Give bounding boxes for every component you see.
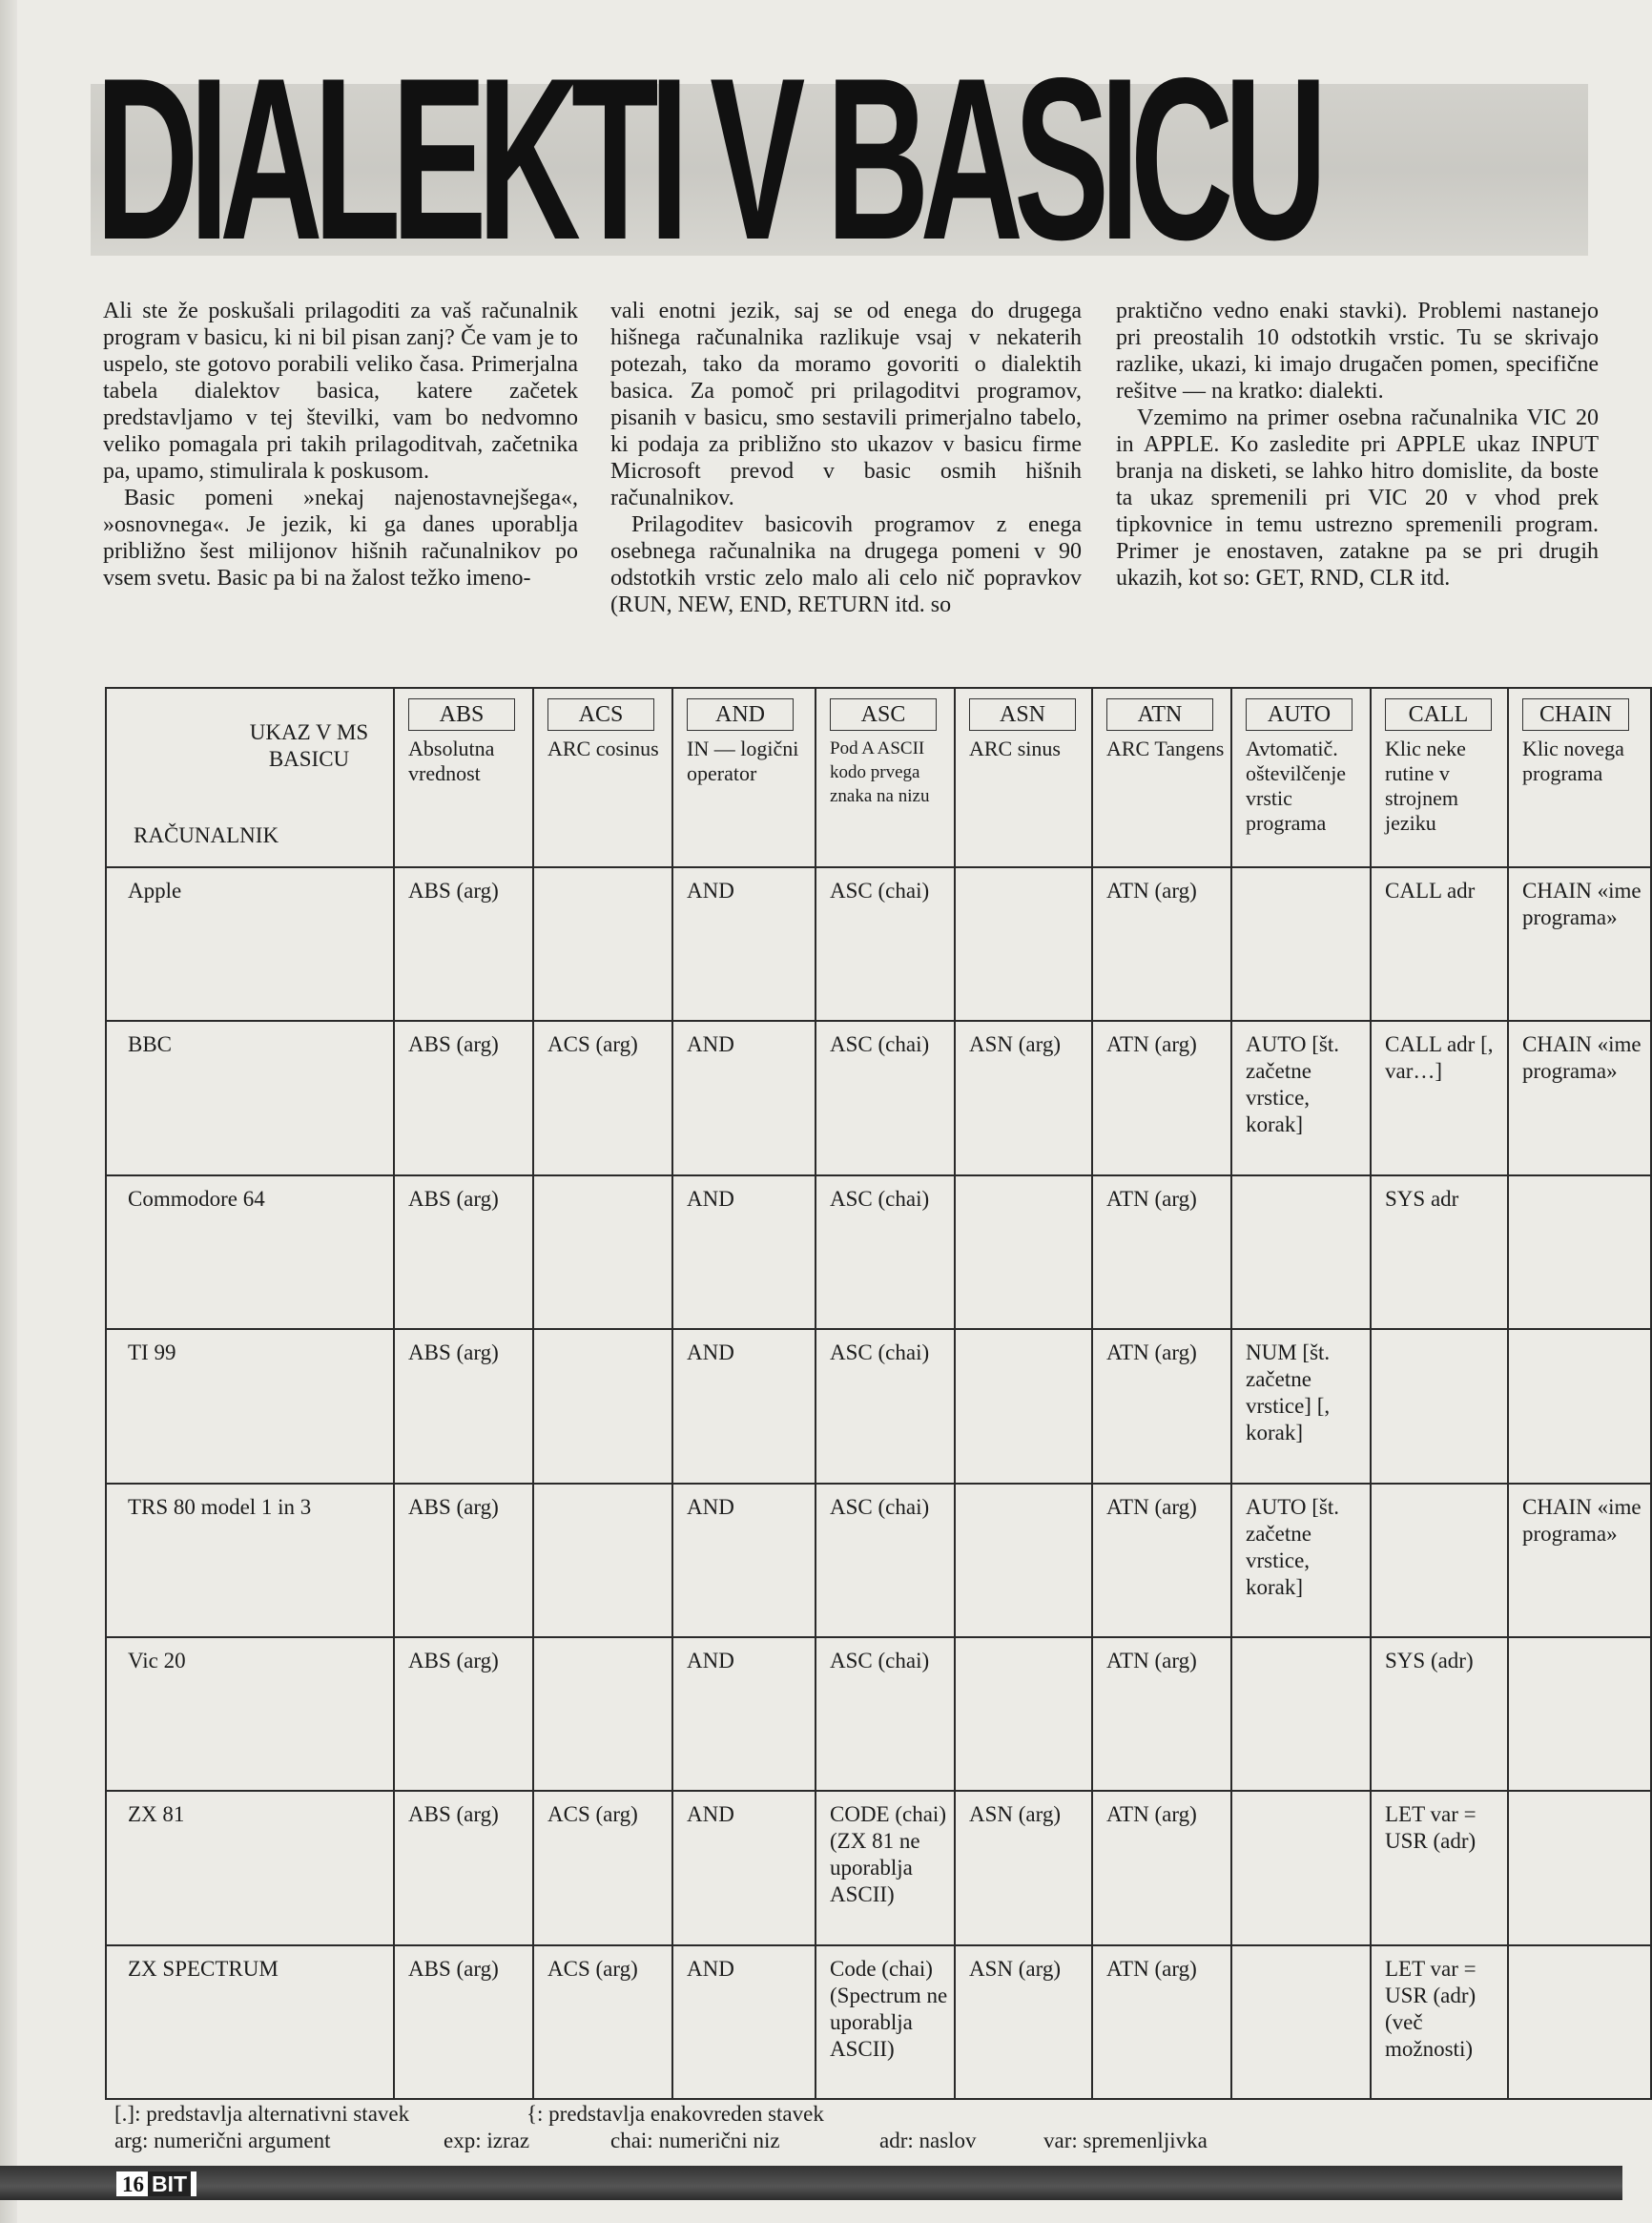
table-cell: ABS (arg) <box>394 1637 533 1791</box>
command-name: ASN <box>969 698 1076 731</box>
table-cell: ASC (chai) <box>816 1484 955 1637</box>
table-cell: CHAIN «ime programa» <box>1508 1021 1651 1174</box>
table-row <box>106 1945 1651 2099</box>
table-cell <box>1508 1945 1651 2099</box>
table-cell: ABS (arg) <box>394 1329 533 1483</box>
page-edge <box>0 0 17 2223</box>
column-header-atn <box>1092 688 1231 867</box>
table-cell <box>1231 1945 1371 2099</box>
column-header-chain <box>1508 688 1651 867</box>
table-cell: LET var = USR (adr) (več možnosti) <box>1371 1945 1508 2099</box>
footer-bar <box>0 2166 1622 2200</box>
table-row <box>106 1484 1651 1637</box>
table-cell: ATN (arg) <box>1092 1637 1231 1791</box>
paragraph: Ali ste že poskušali prilagoditi za vaš računalnik program v basicu, ki ni bil pisan zanj? Če vam je to uspelo, ste gotovo porabili veliko časa. Primerjalna tabela dialektov basica, katere začetek predstavljamo v tej številki, vam bo nedvomno veliko pomagala pri takih prilagoditvah, začetnika pa, upamo, stimulirala k poskusom. <box>103 299 578 484</box>
table-cell: AUTO [št. začetne vrstice, korak] <box>1231 1484 1371 1637</box>
column-header-acs <box>533 688 672 867</box>
table-cell <box>533 1637 672 1791</box>
command-description: ARC cosinus <box>547 737 659 760</box>
table-cell: AND <box>672 1021 816 1174</box>
legend-alternative: [.]: predstavlja alternativni stavek <box>114 2102 410 2126</box>
table-cell: ABS (arg) <box>394 1945 533 2099</box>
table-cell: ASC (chai) <box>816 1175 955 1329</box>
table-cell: CHAIN «ime programa» <box>1508 867 1651 1021</box>
command-description: Pod A ASCII kodo prvega znaka na nizu <box>830 738 930 806</box>
column-header-asc <box>816 688 955 867</box>
table-cell <box>1231 867 1371 1021</box>
table-cell: ATN (arg) <box>1092 1329 1231 1483</box>
table-cell: AUTO [št. začetne vrstice, korak] <box>1231 1021 1371 1174</box>
table-cell: ABS (arg) <box>394 1484 533 1637</box>
table-cell: LET var = USR (adr) <box>1371 1791 1508 1944</box>
table-cell: ASN (arg) <box>955 1021 1092 1174</box>
table-cell: Code (chai) (Spectrum ne uporablja ASCII) <box>816 1945 955 2099</box>
table-cell: AND <box>672 1484 816 1637</box>
article-title: DIALEKTI V BASICU <box>95 31 1318 288</box>
table-cell <box>1371 1329 1508 1483</box>
table-row <box>106 867 1651 1021</box>
table-cell <box>955 1637 1092 1791</box>
article-column-3 <box>1116 298 1599 632</box>
table-cell <box>533 1175 672 1329</box>
table-cell: ABS (arg) <box>394 1021 533 1174</box>
command-description: Klic neke rutine v strojnem jeziku <box>1385 737 1466 835</box>
computer-name-cell: Commodore 64 <box>106 1175 394 1329</box>
table-cell: ACS (arg) <box>533 1945 672 2099</box>
table-cell: CALL adr [, var…] <box>1371 1021 1508 1174</box>
table-cell: ABS (arg) <box>394 1175 533 1329</box>
legend-equivalent: {: predstavlja enakovreden stavek <box>527 2102 824 2126</box>
command-description: ARC Tangens <box>1106 737 1225 760</box>
computer-name-cell: ZX 81 <box>106 1791 394 1944</box>
paragraph: praktično vedno enaki stavki). Problemi nastanejo pri preostalih 10 odstotkih vrstic. Tu se skrivajo razlike, ukazi, ki imajo drugačen pomen, specifične rešitve — na kratko: dialekti. <box>1116 299 1599 404</box>
table-cell: ASC (chai) <box>816 1021 955 1174</box>
table-cell <box>1508 1329 1651 1483</box>
table-cell <box>1231 1791 1371 1944</box>
column-header-and <box>672 688 816 867</box>
table-cell: ABS (arg) <box>394 1791 533 1944</box>
command-name: ACS <box>547 698 654 731</box>
computer-name-cell: TI 99 <box>106 1329 394 1483</box>
table-cell <box>533 1329 672 1483</box>
table-cell <box>1371 1484 1508 1637</box>
table-cell: ASN (arg) <box>955 1791 1092 1944</box>
command-name: CALL <box>1385 698 1492 731</box>
article-column-2 <box>610 298 1082 632</box>
table-cell <box>1231 1175 1371 1329</box>
paragraph: vali enotni jezik, saj se od enega do drugega hišnega računalnika razlikuje vsaj v nekaterih potezah, tako da moramo govoriti o dialektih basica. Za pomoč pri prilagoditvi programov, pisanih v basicu, smo sestavili primerjalno tabelo, ki podaja za približno sto ukazov v basicu firme Microsoft prevod v basic osmih hišnih računalnikov. <box>610 299 1082 510</box>
paragraph: Prilagoditev basicovih programov z enega osebnega računalnika na drugega pomeni v 90 odstotkih vrstic zelo malo ali celo nič popravkov (RUN, NEW, END, RETURN itd. so <box>610 512 1082 617</box>
table-cell: ACS (arg) <box>533 1021 672 1174</box>
corner-command-label: UKAZ V MS BASICU <box>249 720 369 771</box>
table-cell: SYS (adr) <box>1371 1637 1508 1791</box>
table-cell: AND <box>672 1637 816 1791</box>
command-name: ABS <box>408 698 515 731</box>
table-cell <box>533 867 672 1021</box>
table-cell <box>533 1484 672 1637</box>
table-corner-cell <box>106 688 394 867</box>
command-name: AND <box>687 698 794 731</box>
table-cell: AND <box>672 867 816 1021</box>
footer-page-label <box>116 2171 196 2196</box>
command-description: Avtomatič. oštevilčenje vrstic programa <box>1246 737 1347 835</box>
legend-exp: exp: izraz <box>444 2129 530 2152</box>
command-name: ATN <box>1106 698 1213 731</box>
table-cell: ATN (arg) <box>1092 1175 1231 1329</box>
table-cell <box>1508 1637 1651 1791</box>
column-header-call <box>1371 688 1508 867</box>
table-cell: SYS adr <box>1371 1175 1508 1329</box>
table-header-row <box>106 688 1651 867</box>
table-row <box>106 1021 1651 1174</box>
article-column-1 <box>103 298 578 632</box>
table-cell: AND <box>672 1175 816 1329</box>
table-cell: ASC (chai) <box>816 1329 955 1483</box>
table-cell <box>955 867 1092 1021</box>
command-name: ASC <box>830 698 937 731</box>
command-name: CHAIN <box>1522 698 1629 731</box>
command-name: AUTO <box>1246 698 1353 731</box>
computer-name-cell: TRS 80 model 1 in 3 <box>106 1484 394 1637</box>
table-cell: CODE (chai) (ZX 81 ne uporablja ASCII) <box>816 1791 955 1944</box>
legend-arg: arg: numerični argument <box>114 2129 331 2152</box>
table-cell <box>1508 1791 1651 1944</box>
table-body <box>106 867 1651 2099</box>
computer-name-cell: BBC <box>106 1021 394 1174</box>
table-cell <box>1508 1175 1651 1329</box>
command-description: Absolutna vrednost <box>408 737 495 785</box>
table-cell: NUM [št. začetne vrstice] [, korak] <box>1231 1329 1371 1483</box>
corner-computer-label: RAČUNALNIK <box>134 823 279 847</box>
table-cell: ATN (arg) <box>1092 1791 1231 1944</box>
computer-name-cell: Vic 20 <box>106 1637 394 1791</box>
column-header-auto <box>1231 688 1371 867</box>
table-cell: CALL adr <box>1371 867 1508 1021</box>
paragraph: Basic pomeni »nekaj najenostavnejšega«, »osnovnega«. Je jezik, ki ga danes uporablja približno šest milijonov hišnih računalnikov po vsem svetu. Basic pa bi na žalost težko imeno- <box>103 486 578 591</box>
table-cell: ASC (chai) <box>816 1637 955 1791</box>
command-description: Klic novega programa <box>1522 737 1624 785</box>
command-description: IN — logični operator <box>687 737 799 785</box>
table-row <box>106 1329 1651 1483</box>
table-cell: ASC (chai) <box>816 867 955 1021</box>
table-cell: AND <box>672 1945 816 2099</box>
table-cell <box>1231 1637 1371 1791</box>
table-cell: ATN (arg) <box>1092 1021 1231 1174</box>
table-cell: ATN (arg) <box>1092 867 1231 1021</box>
table-row <box>106 1791 1651 1944</box>
command-description: ARC sinus <box>969 737 1061 760</box>
table-cell <box>955 1329 1092 1483</box>
table-cell <box>955 1484 1092 1637</box>
legend-chai: chai: numerični niz <box>610 2129 780 2152</box>
paragraph: Vzemimo na primer osebna računalnika VIC 20 in APPLE. Ko zasledite pri APPLE ukaz INPUT branja na disketi, se lahko hitro domislite, da boste ta ukaz spremenili pri VIC 20 v vhod prek tipkovnice in temu ustrezno spremenili program. Primer je enostaven, zatakne pa se pri drugih ukazih, kot so: GET, RND, CLR itd. <box>1116 405 1599 591</box>
table-cell: ACS (arg) <box>533 1791 672 1944</box>
table-cell: ATN (arg) <box>1092 1945 1231 2099</box>
table-row <box>106 1175 1651 1329</box>
table-cell: CHAIN «ime programa» <box>1508 1484 1651 1637</box>
table-row <box>106 1637 1651 1791</box>
table-cell: AND <box>672 1329 816 1483</box>
dialect-table-wrapper <box>105 687 1642 2102</box>
dialect-comparison-table <box>105 687 1652 2100</box>
page-number: 16 <box>122 2172 144 2196</box>
table-cell: ASN (arg) <box>955 1945 1092 2099</box>
magazine-logo: BIT <box>148 2171 191 2196</box>
legend-var: var: spremenljivka <box>1043 2129 1208 2152</box>
column-header-abs <box>394 688 533 867</box>
table-cell: ATN (arg) <box>1092 1484 1231 1637</box>
table-cell: AND <box>672 1791 816 1944</box>
table-cell: ABS (arg) <box>394 867 533 1021</box>
column-header-asn <box>955 688 1092 867</box>
table-cell <box>955 1175 1092 1329</box>
computer-name-cell: Apple <box>106 867 394 1021</box>
computer-name-cell: ZX SPECTRUM <box>106 1945 394 2099</box>
legend-adr: adr: naslov <box>879 2129 977 2152</box>
